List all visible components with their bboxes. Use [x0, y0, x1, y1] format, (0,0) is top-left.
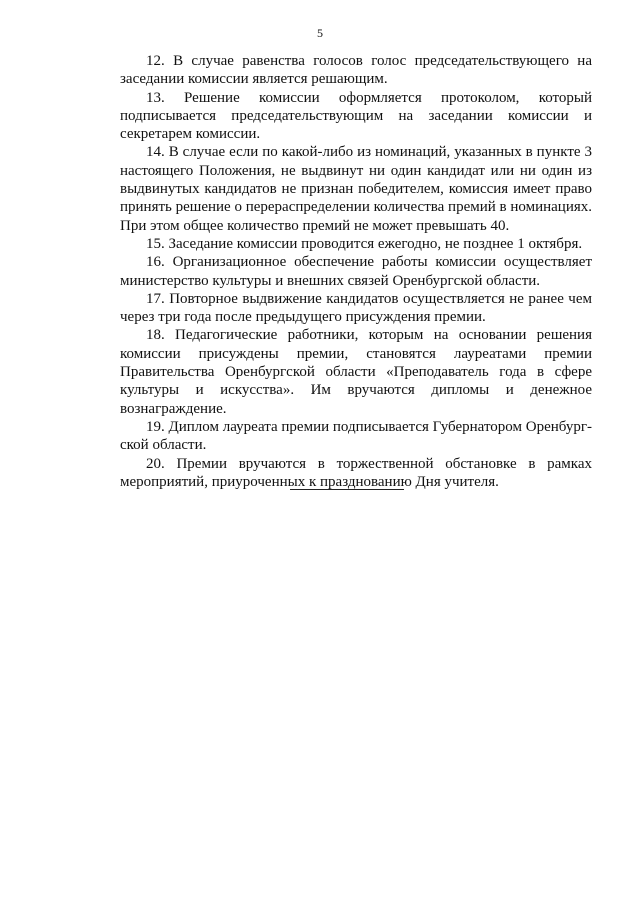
paragraph-15: 15. Заседание комиссии проводится ежегодно, не позднее 1 октября. — [146, 235, 583, 252]
document-body — [120, 52, 592, 491]
paragraph-18: 18. Педагогические работники, которым на основании решения комиссии присуждены премии, становятся лауреатами премии Правительства Оренбургской области «Преподаватель года в сфере культуры и искусства». Им вручаются дипломы и денежное вознаграждение. — [120, 327, 592, 417]
paragraph-14: 14. В случае если по какой-либо из номинаций, указанных в пункте 3 настоящего Положения, не выдвинут ни один кандидат или ни один из выдвинутых кандидатов не признан победителем, комиссия имеет право принять решение о перераспределении количества премий в номинациях. При этом общее количество премий не может превышать 40. — [120, 144, 593, 234]
paragraph-13: 13. Решение комиссии оформляется протоколом, который подписывается председательствующим на заседании комиссии и секретарем комиссии. — [120, 89, 592, 143]
paragraph-19: 19. Диплом лауреата премии подписывается Губернатором Оренбургской области. — [120, 418, 592, 454]
paragraph-20: 20. Премии вручаются в торжественной обстановке в рамках мероприятий, приуроченных к празднованию Дня учителя. — [120, 455, 592, 490]
end-of-document-rule — [290, 489, 404, 490]
paragraph-12: 12. В случае равенства голосов голос председательствующего на заседании комиссии является решающим. — [120, 53, 592, 88]
page-number: 5 — [317, 26, 323, 40]
paragraph-17: 17. Повторное выдвижение кандидатов осуществляется не ранее чем через три года после предыдущего присуждения премии. — [120, 290, 592, 326]
paragraph-16: 16. Организационное обеспечение работы комиссии осуществляет министерство культуры и внешних связей Оренбургской области. — [120, 254, 592, 289]
